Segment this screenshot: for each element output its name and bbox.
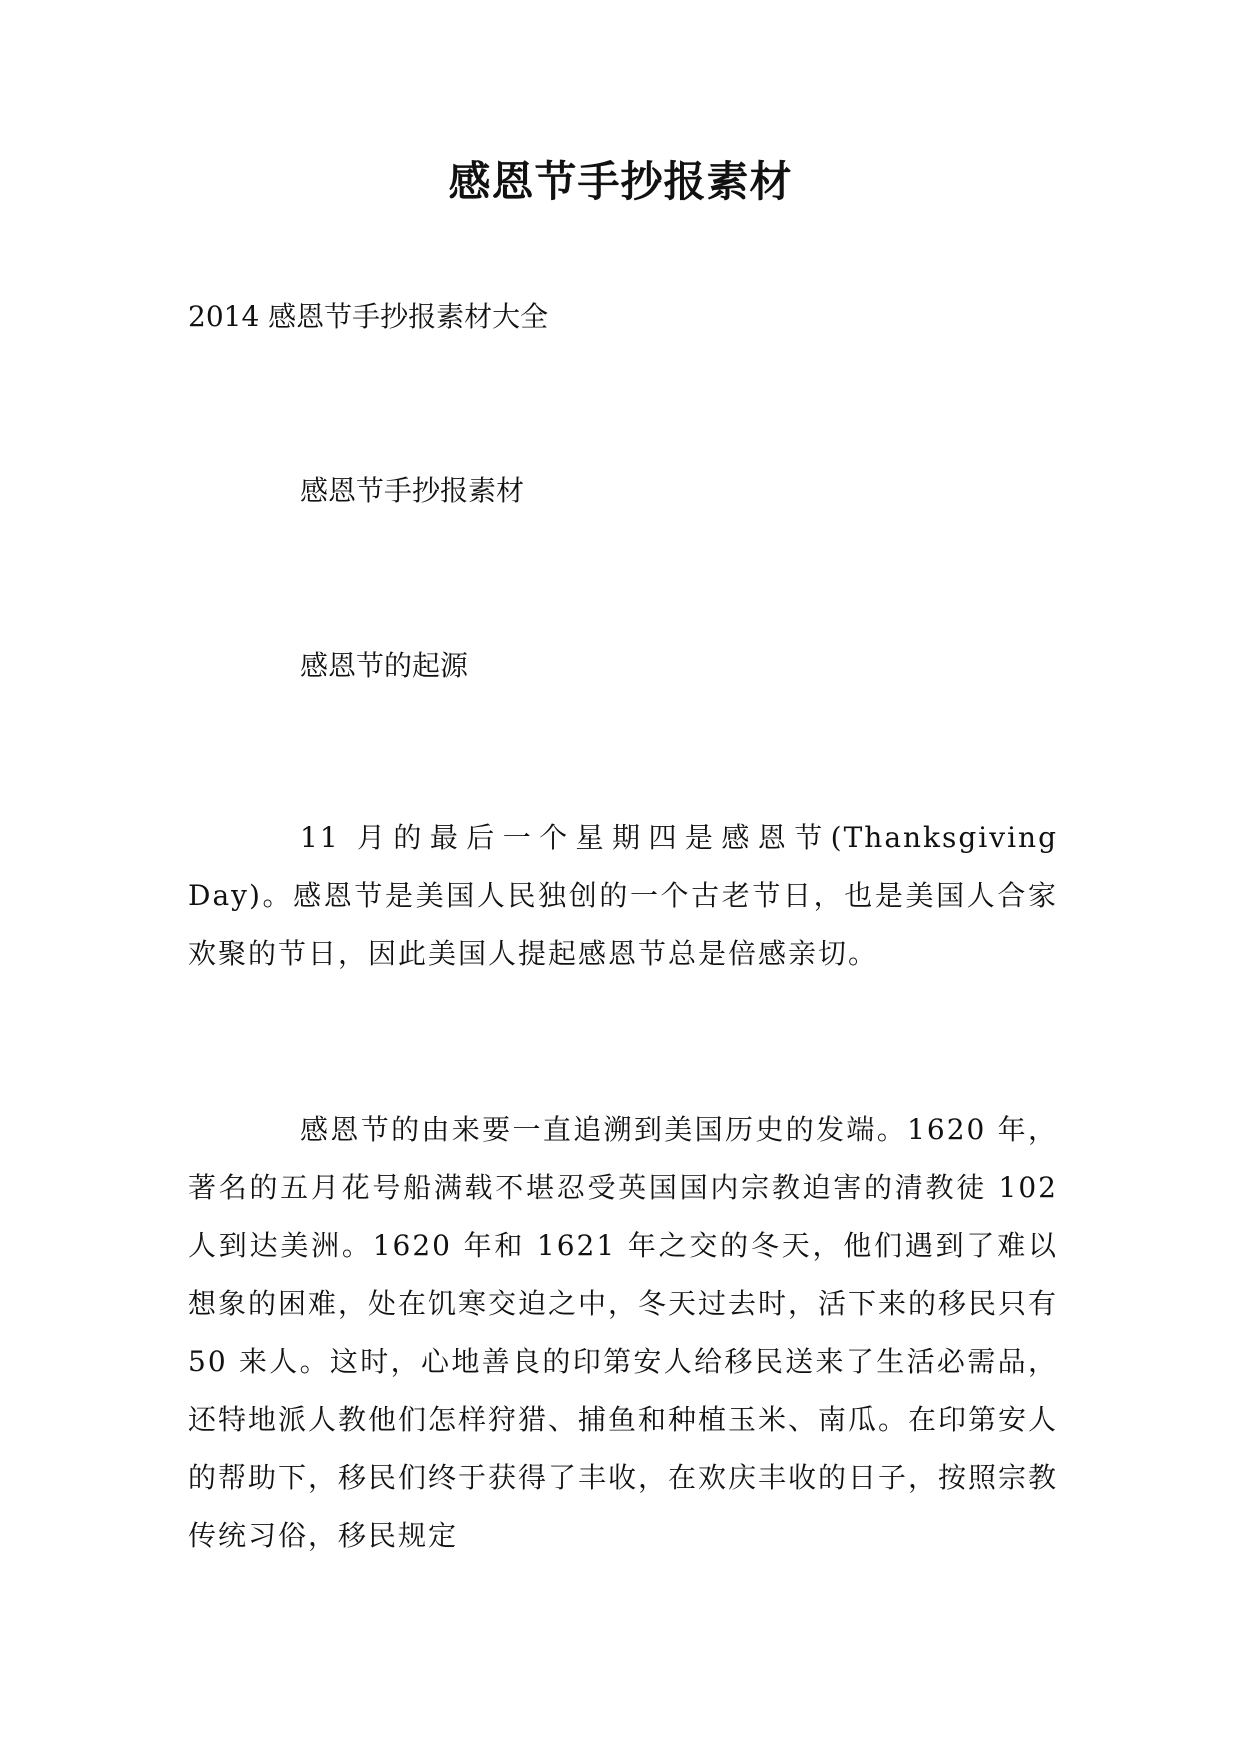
body-paragraph: 感恩节的由来要一直追溯到美国历史的发端。1620 年，著名的五月花号船满载不堪忍受英国国内宗教迫害的清教徒 102 人到达美洲。1620 年和 1621 年之交的冬天，他们遇到了难以想象的困难，处在饥寒交迫之中，冬天过去时，活下来的移民只有 50 来人。这时，心地善良的印第安人给移民送来了生活必需品，还特地派人教他们怎样狩猎、捕鱼和种植玉米、南瓜。在印第安人的帮助下，移民们终于获得了丰收，在欢庆丰收的日子，按照宗教传统习俗，移民规定 xyxy=(188,1113,1059,1552)
document-title: 感恩节手抄报素材 xyxy=(448,157,793,206)
body-paragraph: 11 月的最后一个星期四是感恩节(Thanksgiving Day)。感恩节是美国人民独创的一个古老节日，也是美国人合家欢聚的节日，因此美国人提起感恩节总是倍感亲切。 xyxy=(188,821,1058,970)
document-subtitle: 2014 感恩节手抄报素材大全 xyxy=(188,300,549,333)
section-heading: 感恩节手抄报素材 xyxy=(300,474,525,507)
section-heading: 感恩节的起源 xyxy=(300,649,469,682)
